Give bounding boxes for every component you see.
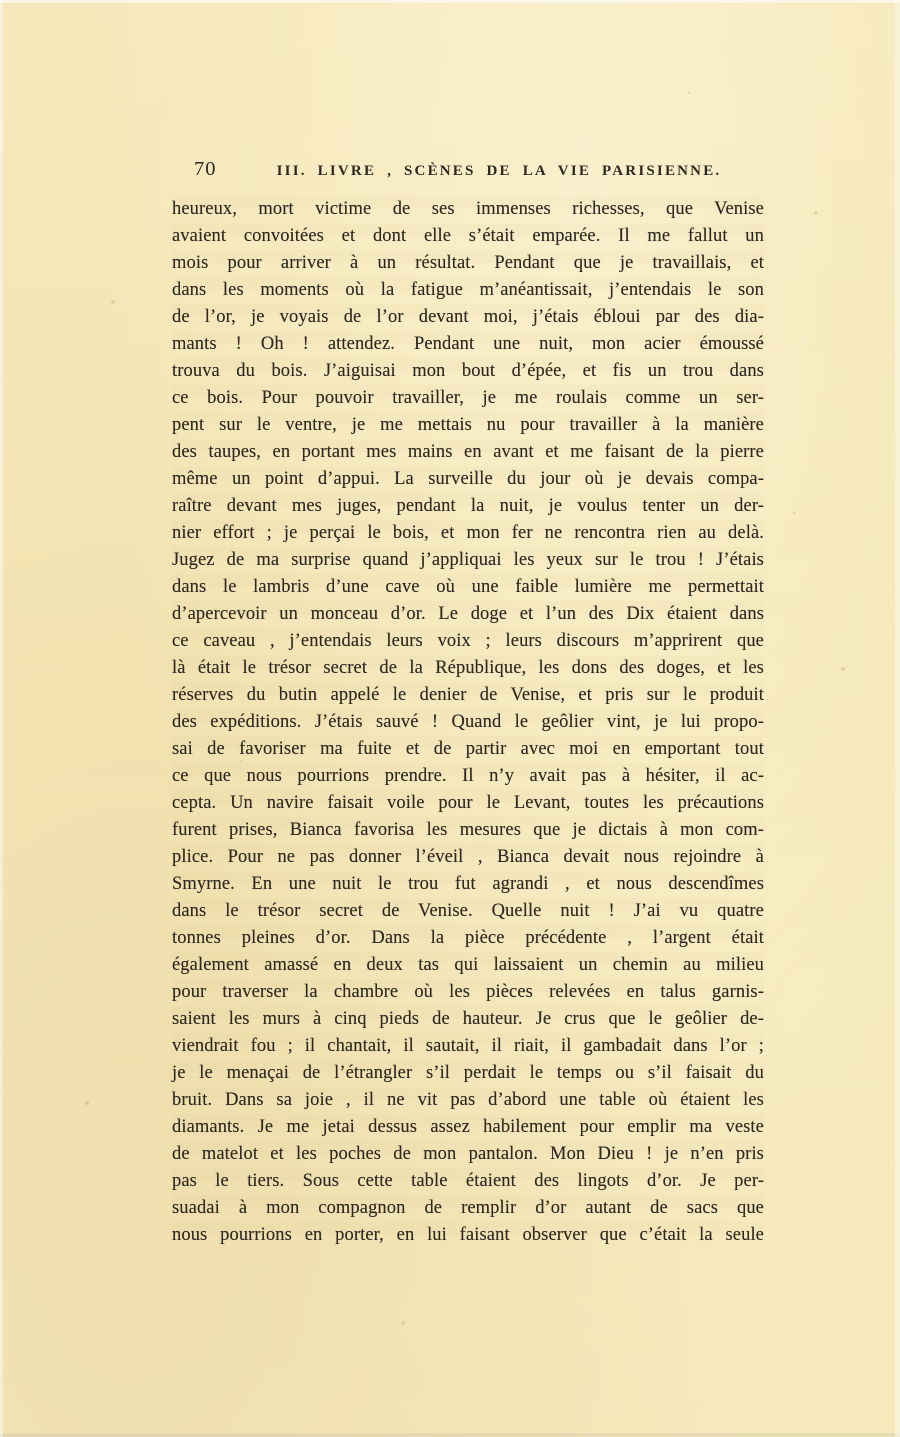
text-line: cepta. Un navire faisait voile pour le Levant, toutes les précautions — [172, 793, 764, 813]
text-line: viendrait fou ; il chantait, il sautait, il riait, il gambadait dans l’or ; — [172, 1036, 764, 1056]
text-line: mants ! Oh ! attendez. Pendant une nuit, mon acier émoussé — [172, 334, 764, 354]
text-line: sai de favoriser ma fuite et de partir avec moi en emportant tout — [172, 739, 764, 759]
page-number: 70 — [194, 158, 217, 180]
text-line: Smyrne. En une nuit le trou fut agrandi , et nous descendîmes — [172, 874, 764, 894]
text-line: même un point d’appui. La surveille du jour où je devais compa- — [172, 469, 764, 489]
running-header-row — [172, 158, 764, 182]
text-line: suadai à mon compagnon de remplir d’or autant de sacs que — [172, 1198, 764, 1218]
text-line: ce que nous pourrions prendre. Il n’y avait pas à hésiter, il ac- — [172, 766, 764, 786]
text-line: pent sur le ventre, je me mettais nu pour travailler à la manière — [172, 415, 764, 435]
text-line: dans le trésor secret de Venise. Quelle nuit ! J’ai vu quatre — [172, 901, 764, 921]
text-line: là était le trésor secret de la République, les dons des doges, et les — [172, 658, 764, 678]
text-line: trouva du bois. J’aiguisai mon bout d’épée, et fis un trou dans — [172, 361, 764, 381]
text-line: bruit. Dans sa joie , il ne vit pas d’abord une table où étaient les — [172, 1090, 764, 1110]
text-line: des taupes, en portant mes mains en avant et me faisant de la pierre — [172, 442, 764, 462]
text-line: dans le lambris d’une cave où une faible lumière me permettait — [172, 577, 764, 597]
text-line: de l’or, je voyais de l’or devant moi, j’étais ébloui par des dia- — [172, 307, 764, 327]
text-line: heureux, mort victime de ses immenses richesses, que Venise — [172, 199, 764, 219]
text-line: mois pour arriver à un résultat. Pendant que je travaillais, et — [172, 253, 764, 273]
text-line: pas le tiers. Sous cette table étaient des lingots d’or. Je per- — [172, 1171, 764, 1191]
text-line: plice. Pour ne pas donner l’éveil , Bianca devait nous rejoindre à — [172, 847, 764, 867]
text-line: furent prises, Bianca favorisa les mesures que je dictais à mon com- — [172, 820, 764, 840]
text-line: également amassé en deux tas qui laissaient un chemin au milieu — [172, 955, 764, 975]
running-header: III. LIVRE , SCÈNES DE LA VIE PARISIENNE. — [276, 163, 722, 179]
text-line: dans les moments où la fatigue m’anéantissait, j’entendais le son — [172, 280, 764, 300]
text-line: réserves du butin appelé le denier de Venise, et pris sur le produit — [172, 685, 764, 705]
text-line: nier effort ; je perçai le bois, et mon fer ne rencontra rien au delà. — [172, 523, 764, 543]
text-line: saient les murs à cinq pieds de hauteur. Je crus que le geôlier de- — [172, 1009, 764, 1029]
text-line: ce bois. Pour pouvoir travailler, je me roulais comme un ser- — [172, 388, 764, 408]
text-line: des expéditions. J’étais sauvé ! Quand le geôlier vint, je lui propo- — [172, 712, 764, 732]
text-line: avaient convoitées et dont elle s’était emparée. Il me fallut un — [172, 226, 764, 246]
body-text — [172, 196, 764, 1249]
text-line: nous pourrions en porter, en lui faisant observer que c’était la seule — [172, 1225, 764, 1245]
text-line: je le menaçai de l’étrangler s’il perdait le temps ou s’il faisait du — [172, 1063, 764, 1083]
text-line: diamants. Je me jetai dessus assez habilement pour emplir ma veste — [172, 1117, 764, 1137]
text-line: d’apercevoir un monceau d’or. Le doge et l’un des Dix étaient dans — [172, 604, 764, 624]
text-line: de matelot et les poches de mon pantalon. Mon Dieu ! je n’en pris — [172, 1144, 764, 1164]
text-line: Jugez de ma surprise quand j’appliquai les yeux sur le trou ! J’étais — [172, 550, 764, 570]
text-line: raître devant mes juges, pendant la nuit, je voulus tenter un der- — [172, 496, 764, 516]
text-line: tonnes pleines d’or. Dans la pièce précédente , l’argent était — [172, 928, 764, 948]
text-line: ce caveau , j’entendais leurs voix ; leurs discours m’apprirent que — [172, 631, 764, 651]
paper-speckles — [0, 0, 2, 2]
text-line: pour traverser la chambre où les pièces relevées en talus garnis- — [172, 982, 764, 1002]
page-content — [172, 158, 764, 1249]
